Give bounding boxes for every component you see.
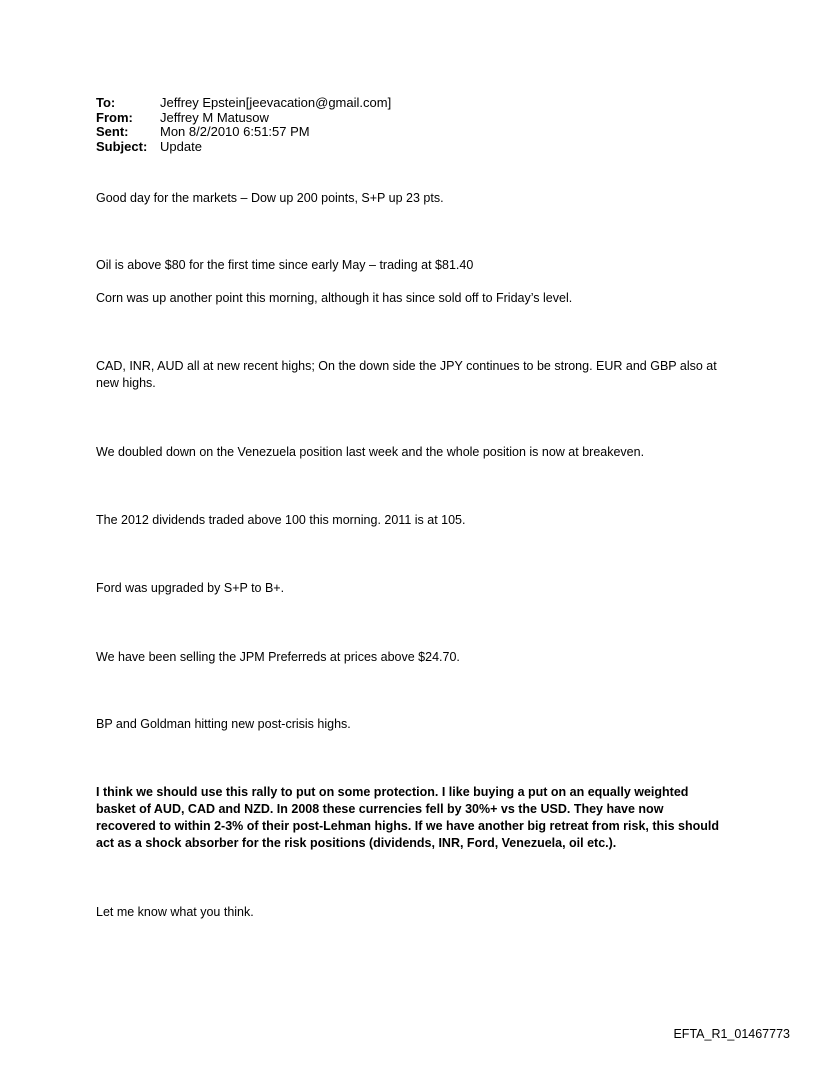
paragraph-closing: Let me know what you think.	[96, 905, 254, 919]
sent-label: Sent:	[96, 124, 129, 139]
paragraph-dividends: The 2012 dividends traded above 100 this morning. 2011 is at 105.	[96, 513, 466, 527]
sent-value: Mon 8/2/2010 6:51:57 PM	[160, 124, 310, 139]
subject-row	[96, 140, 391, 155]
paragraph-currencies: CAD, INR, AUD all at new recent highs; On the down side the JPY continues to be strong. EUR and GBP also at new highs.	[96, 359, 717, 390]
to-value: Jeffrey Epstein[jeevacation@gmail.com]	[160, 95, 392, 110]
paragraph-corn: Corn was up another point this morning, although it has since sold off to Friday’s level.	[96, 291, 573, 305]
from-label: From:	[96, 109, 133, 125]
email-header	[96, 96, 391, 154]
subject-value: Update	[160, 138, 202, 154]
sent-row	[96, 125, 391, 140]
from-value: Jeffrey M Matusow	[160, 109, 269, 125]
paragraph-venezuela: We doubled down on the Venezuela position last week and the whole position is now at breakeven.	[96, 445, 645, 459]
paragraph-protection: I think we should use this rally to put on some protection. I like buying a put on an equally weighted basket of AUD, CAD and NZD. In 2008 these currencies fell by 30%+ vs the USD. They have now recovered to within 2-3% of their post-Lehman highs. If we have another big retreat from risk, this should act as a shock absorber for the risk positions (dividends, INR, Ford, Venezuela, oil etc.).	[96, 785, 720, 850]
subject-label: Subject:	[96, 138, 148, 154]
to-label: To:	[96, 95, 116, 110]
paragraph-ford: Ford was upgraded by S+P to B+.	[96, 581, 285, 595]
paragraph-markets: Good day for the markets – Dow up 200 points, S+P up 23 pts.	[96, 191, 444, 205]
document-id: EFTA_R1_01467773	[673, 1027, 790, 1041]
paragraph-jpm: We have been selling the JPM Preferreds at prices above $24.70.	[96, 650, 460, 664]
to-row	[96, 96, 391, 111]
from-row	[96, 111, 391, 126]
paragraph-oil: Oil is above $80 for the first time since early May – trading at $81.40	[96, 258, 474, 272]
paragraph-bp-goldman: BP and Goldman hitting new post-crisis highs.	[96, 717, 351, 731]
